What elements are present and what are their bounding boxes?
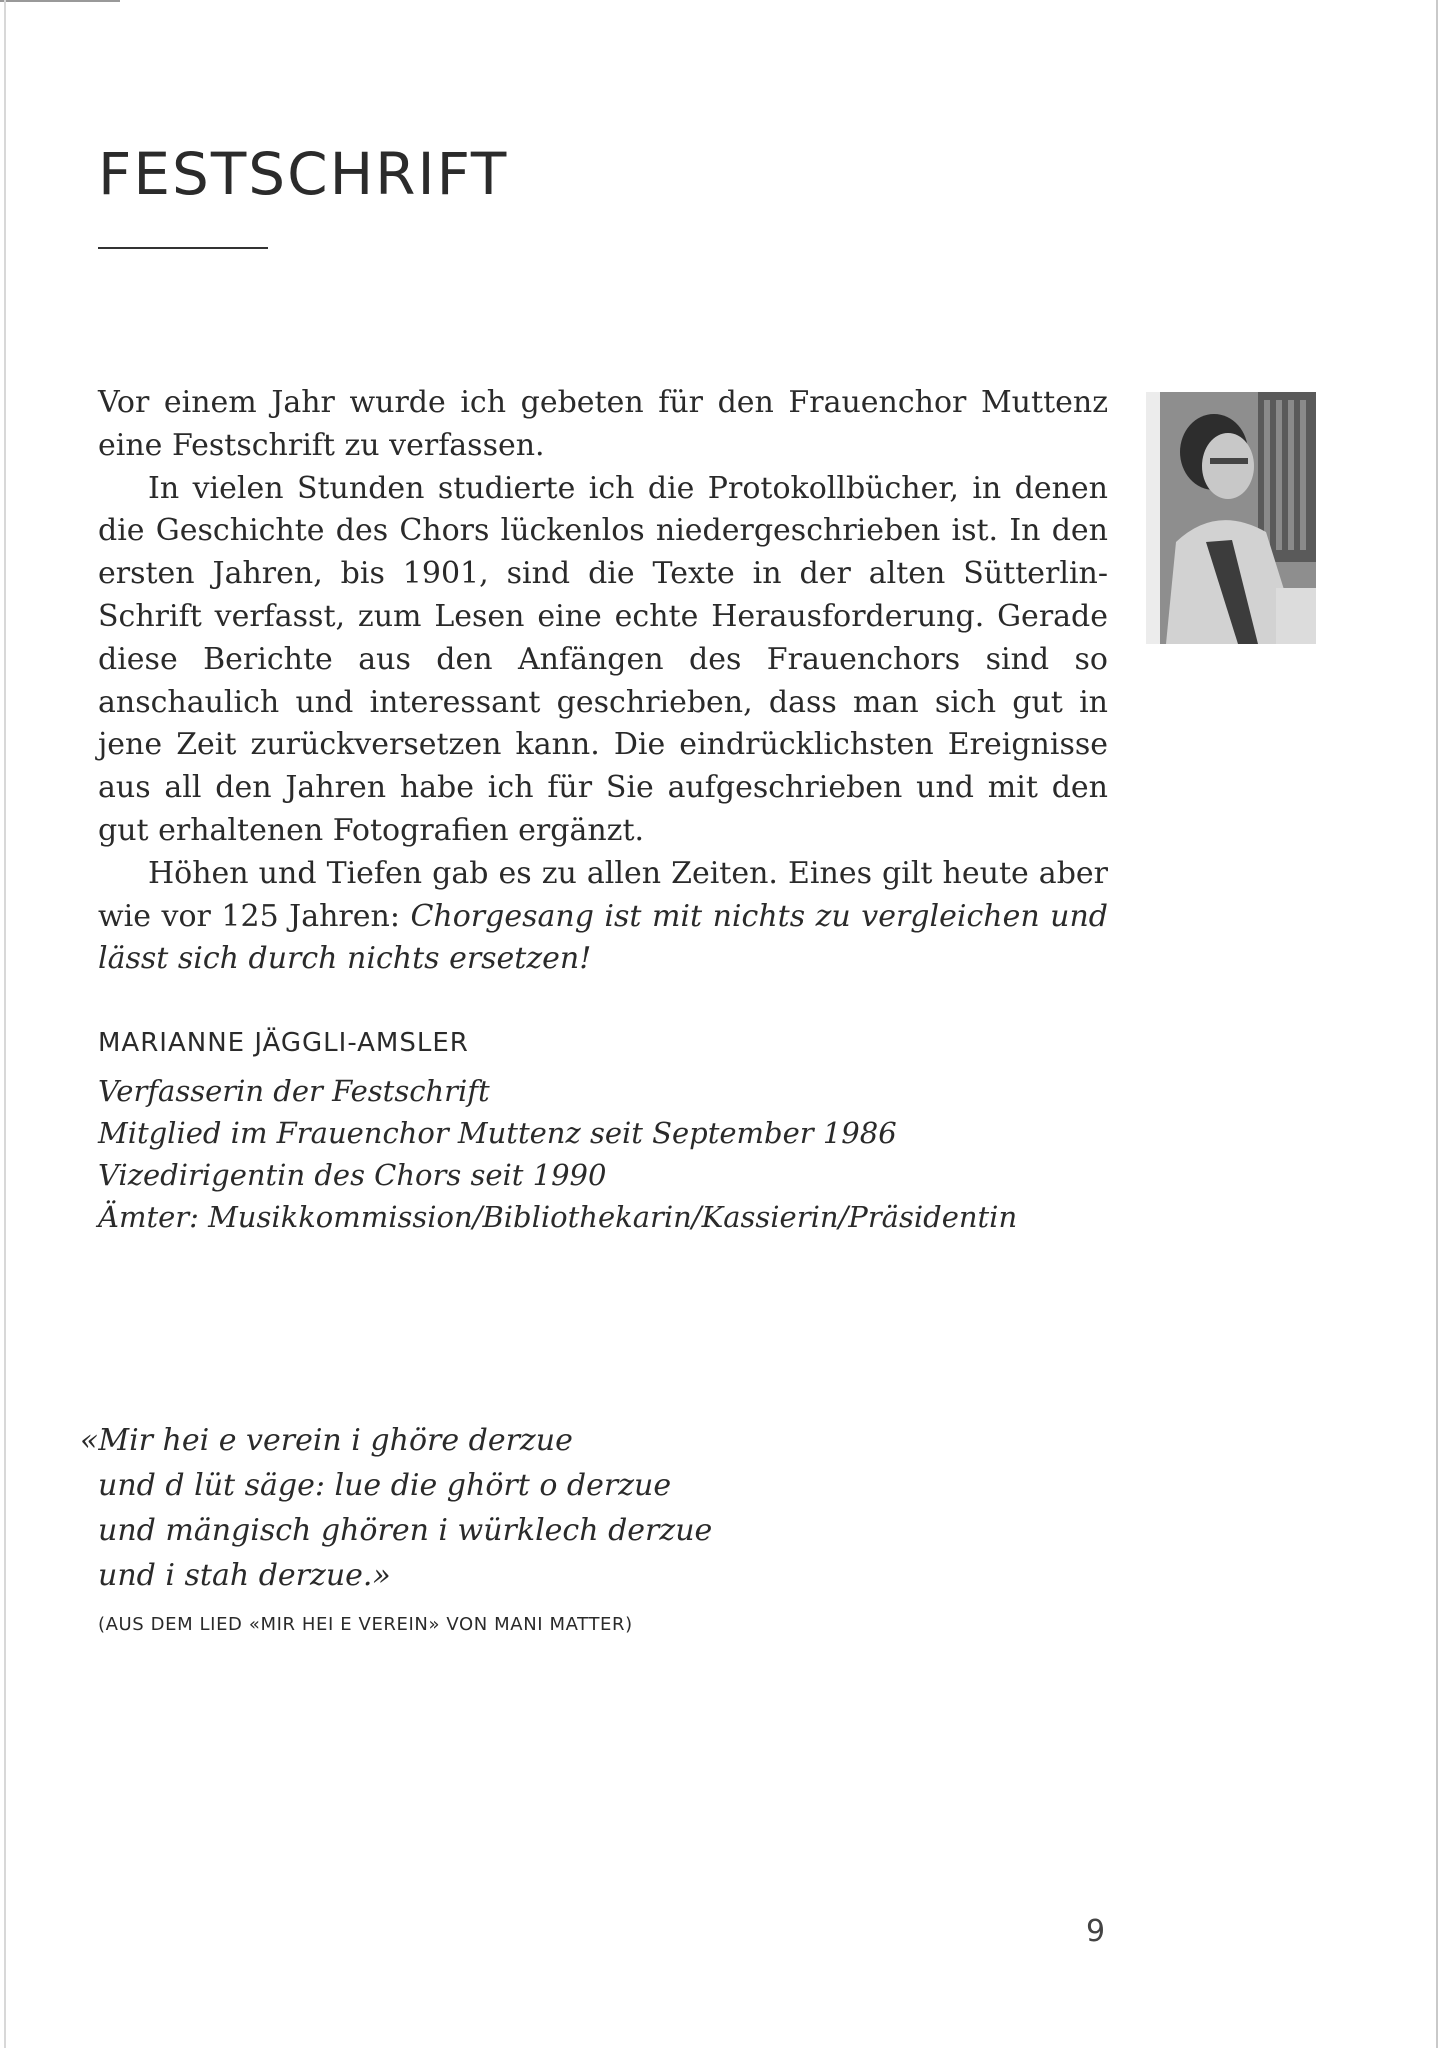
quote-source: (AUS DEM LIED «MIR HEI E VEREIN» VON MANI MATTER) — [98, 1614, 633, 1635]
page-title: FESTSCHRIFT — [98, 140, 509, 208]
page-number: 9 — [1086, 1914, 1106, 1949]
author-portrait-image — [1146, 392, 1316, 644]
quote-line: «Mir hei e verein i ghöre derzue — [80, 1423, 573, 1458]
quote-line: und mängisch ghören i würklech derzue — [98, 1513, 713, 1548]
intro-paragraph-2: In vielen Stunden studierte ich die Protokollbücher, in denen die Geschichte des Chors lückenlos niedergeschrieben ist. In den ersten Jahren, bis 1901, sind die Texte in der alten Sütterlin-Schrift verfasst, zum Lesen eine echte Herausforderung. Gerade diese Berichte aus den Anfängen des Frauenchors sind so anschaulich und interessant geschrieben, dass man sich gut in jene Zeit zurückversetzen kann. Die eindrücklichsten Ereignisse aus all den Jahren habe ich für Sie aufgeschrieben und mit den gut erhaltenen Fotografien ergänzt. — [98, 470, 1108, 848]
author-role: Verfasserin der Festschrift — [98, 1074, 490, 1108]
intro-text — [98, 382, 1108, 981]
page-edge-top — [0, 0, 120, 2]
song-quote — [80, 1418, 712, 1598]
intro-paragraph-3-lead: Höhen und Tiefen gab es zu allen Zeiten. Eines gilt heute aber wie vor 125 Jahren: — [98, 855, 1108, 934]
intro-paragraph-3-emphasis: Chorgesang ist mit nichts zu vergleichen und lässt sich durch nichts ersetzen! — [98, 898, 1109, 977]
page-edge-left — [4, 0, 6, 2048]
author-name: MARIANNE JÄGGLI-AMSLER — [98, 1028, 469, 1058]
page-edge-right — [1436, 0, 1438, 2048]
author-role: Mitglied im Frauenchor Muttenz seit September 1986 — [98, 1116, 897, 1150]
author-portrait-photo — [1146, 392, 1316, 644]
author-block — [98, 1022, 1017, 1238]
author-role: Vizedirigentin des Chors seit 1990 — [98, 1158, 607, 1192]
quote-line: und d lüt säge: lue die ghört o derzue — [98, 1468, 672, 1503]
quote-line: und i stah derzue.» — [98, 1558, 391, 1593]
intro-paragraph-3 — [98, 853, 1108, 981]
author-role: Ämter: Musikkommission/Bibliothekarin/Kassierin/Präsidentin — [98, 1200, 1018, 1234]
intro-paragraph-1: Vor einem Jahr wurde ich gebeten für den Frauenchor Muttenz eine Festschrift zu verfassen. — [98, 385, 1108, 463]
title-underline — [98, 247, 268, 249]
